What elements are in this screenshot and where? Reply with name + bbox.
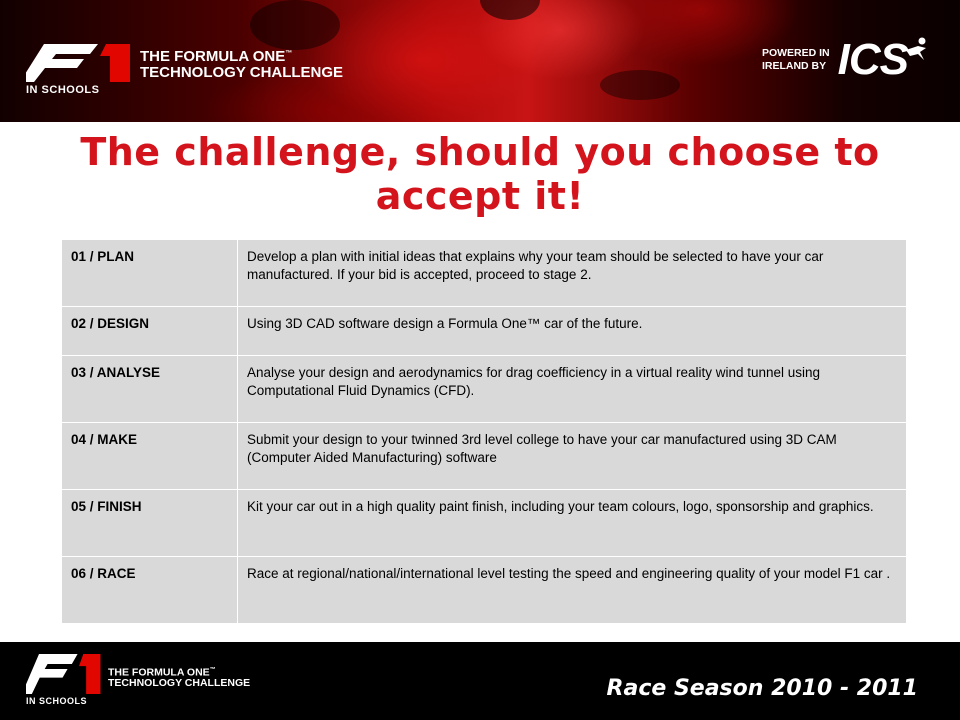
race-season-label: Race Season 2010 - 2011 bbox=[606, 676, 918, 701]
sponsor-tagline-line1: POWERED IN bbox=[761, 46, 830, 59]
stage-description: Race at regional/national/international level testing the speed and engineering quality of your model F1 car . bbox=[238, 557, 907, 624]
stage-step: 02 / DESIGN bbox=[62, 307, 238, 356]
stage-description: Analyse your design and aerodynamics for drag coefficiency in a virtual reality wind tunnel using Computational Fluid Dynamics (CFD). bbox=[238, 356, 907, 423]
f1-logo-icon bbox=[26, 44, 132, 98]
challenge-stages-table bbox=[61, 239, 907, 624]
table-row bbox=[62, 490, 907, 557]
in-schools-label: IN SCHOOLS bbox=[26, 696, 88, 706]
stage-step: 03 / ANALYSE bbox=[62, 356, 238, 423]
ics-sponsor-logo bbox=[761, 35, 930, 84]
stage-step: 05 / FINISH bbox=[62, 490, 238, 557]
logo-title-line1: THE FORMULA ONE™ bbox=[140, 48, 293, 66]
f1-in-schools-logo bbox=[26, 44, 343, 98]
table-row bbox=[62, 557, 907, 624]
logo-title-line2: TECHNOLOGY CHALLENGE bbox=[140, 64, 344, 81]
table-row bbox=[62, 423, 907, 490]
stage-step: 06 / RACE bbox=[62, 557, 238, 624]
paint-splash bbox=[480, 0, 540, 20]
table-row bbox=[62, 356, 907, 423]
paint-splash bbox=[600, 70, 680, 100]
stage-step: 01 / PLAN bbox=[62, 240, 238, 307]
stage-description: Kit your car out in a high quality paint finish, including your team colours, logo, sponsorship and graphics. bbox=[238, 490, 907, 557]
logo-title-line2: TECHNOLOGY CHALLENGE bbox=[108, 677, 251, 690]
f1-in-schools-logo-footer bbox=[26, 654, 250, 710]
logo-title-line1: THE FORMULA ONE™ bbox=[108, 666, 216, 679]
page-title: The challenge, should you choose to accept it! bbox=[80, 130, 880, 218]
sponsor-tagline bbox=[762, 47, 830, 73]
in-schools-label: IN SCHOOLS bbox=[26, 84, 100, 96]
sponsor-tagline-line2: IRELAND BY bbox=[761, 60, 827, 72]
figure-icon bbox=[904, 36, 930, 62]
stage-description: Using 3D CAD software design a Formula One™ car of the future. bbox=[238, 307, 907, 356]
paint-splash bbox=[250, 0, 340, 50]
stage-description: Develop a plan with initial ideas that explains why your team should be selected to have your car manufactured. If your bid is accepted, proceed to stage 2. bbox=[238, 240, 907, 307]
table-row bbox=[62, 307, 907, 356]
sponsor-name: ICS bbox=[837, 35, 908, 84]
f1-logo-icon bbox=[26, 654, 102, 710]
header-banner bbox=[0, 0, 960, 122]
stage-step: 04 / MAKE bbox=[62, 423, 238, 490]
table-row bbox=[62, 240, 907, 307]
footer-bar bbox=[0, 642, 960, 720]
stage-description: Submit your design to your twinned 3rd level college to have your car manufactured using 3D CAM (Computer Aided Manufacturing) software bbox=[238, 423, 907, 490]
